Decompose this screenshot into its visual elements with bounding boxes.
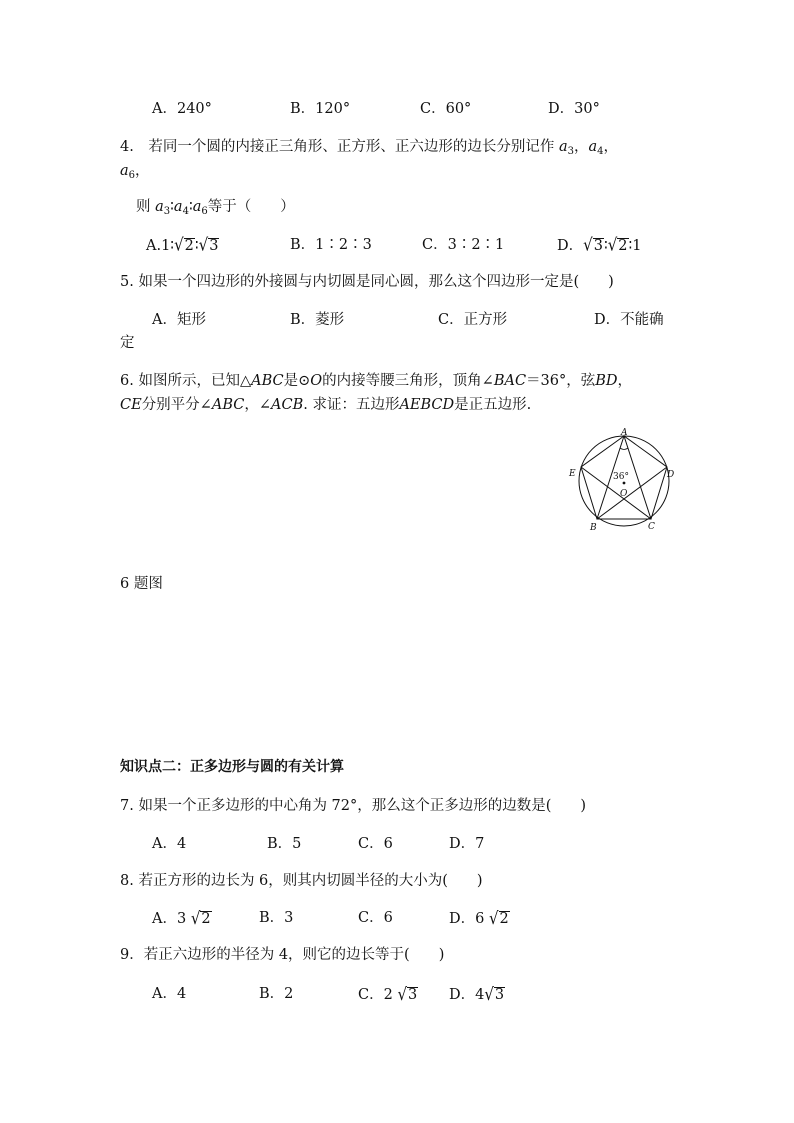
radical-sign: √ [198,234,209,256]
radical-sign: √ [607,234,618,256]
label-o: O [620,489,628,499]
sqrt-3 [397,985,418,1004]
radical-sign: √ [583,234,593,256]
ratio-colon: ∶ [628,238,633,254]
q6-figure [566,428,682,536]
comma: ， [603,139,619,155]
var-a: a [120,163,129,179]
q4-stem-line1 [120,138,618,156]
q6-figure-caption: 6 题图 [120,576,163,592]
q5-option-c: C．正方形 [438,312,508,328]
q8-option-d [449,909,510,928]
label-b: B [590,523,597,533]
var-a: a [192,199,202,215]
q6-text: 的内接等腰三角形，顶角∠ [322,373,494,389]
radical-sign: √ [174,234,184,256]
q3-option-b: B．120° [290,101,351,117]
ratio-colon: ∶ [188,199,193,215]
q3-option-d: D．30° [548,101,600,117]
circle-o: O [310,373,323,389]
q5-option-d-wrap: 定 [120,335,135,351]
radicand: 3 [408,987,418,1003]
q9-option-c [358,985,418,1004]
angle-abc: ABC [211,397,245,413]
ratio-one: 1 [632,238,642,254]
center-point [623,482,626,485]
chord-ce: CE [120,397,142,413]
q6-text: 分别平分∠ [141,397,212,413]
q7-option-b: B．5 [267,836,302,852]
radical-sign: √ [397,983,407,1005]
comma: ， [135,163,150,179]
sqrt-3 [583,236,604,255]
q3-option-a: A．240° [152,101,212,117]
chord-bd [597,467,667,519]
q5-option-b: B．菱形 [290,312,345,328]
pentagon-aebcd: AEBCD [399,397,455,413]
sqrt-3 [199,236,220,255]
comma: ， [573,139,589,155]
sub-4: 4 [597,146,604,157]
ratio-colon: ∶ [194,238,199,254]
q6-text: ＝36°，弦 [526,373,596,389]
q9-option-c-prefix: C．2 [358,987,393,1003]
var-a: a [173,199,183,215]
q9-option-b: B．2 [259,986,294,1002]
q8-option-a-prefix: A．3 [152,911,187,927]
angle-arc [620,448,628,450]
radicand: 2 [618,238,628,254]
q4-option-c: C．3∶2∶1 [422,237,505,253]
q8-stem: 8. 若正方形的边长为 6，则其内切圆半径的大小为( ) [120,873,483,889]
label-a: A [621,428,628,438]
q3-option-c: C．60° [420,101,472,117]
radicand: 2 [184,238,194,254]
sub-3: 3 [567,146,574,157]
q7-option-d: D．7 [449,836,485,852]
q5-option-a: A．矩形 [152,312,206,328]
q4-then: 则 [136,199,151,215]
sub-6: 6 [201,206,208,217]
sqrt-2 [191,909,212,928]
sqrt-2 [489,909,510,928]
sqrt-2 [608,236,629,255]
q4-option-d-prefix: D． [557,238,584,254]
q5-stem: 5. 如果一个四边形的外接圆与内切圆是同心圆，那么这个四边形一定是( ) [120,274,614,290]
radical-sign: √ [484,983,494,1005]
q9-stem: 9．若正六边形的半径为 4，则它的边长等于( ) [120,947,445,963]
section-title: 知识点二：正多边形与圆的有关计算 [120,759,344,775]
comma: ， [617,373,633,389]
angle-bac: BAC [493,373,527,389]
q4-stem-line2 [120,162,150,180]
q4-option-a [146,236,219,255]
sub-3: 3 [163,206,171,217]
sqrt-3 [484,985,505,1004]
var-a: a [588,139,598,155]
chord-bd: BD [595,373,618,389]
ratio-colon: ∶ [170,199,174,215]
q7-option-a: A．4 [152,836,187,852]
q6-text: 6. 如图所示，已知△ [120,373,252,389]
q4-stem-text: 4. 若同一个圆的内接正三角形、正方形、正六边形的边长分别记作 [120,139,555,155]
label-d: D [667,470,675,480]
angle-acb: ACB [271,397,304,413]
radical-sign: √ [488,907,499,929]
q4-stem-line3 [136,198,295,216]
var-a: a [155,199,164,215]
radicand: 3 [593,238,603,254]
ratio-colon: ∶ [603,238,608,254]
radicand: 2 [499,911,509,927]
q6-text: ，∠ [244,397,271,413]
label-c: C [648,522,655,532]
q7-option-c: C．6 [358,836,393,852]
q8-option-c: C．6 [358,910,393,926]
q6-text: 是正五边形. [454,397,532,413]
q8-option-a [152,909,212,928]
sub-6: 6 [128,170,136,181]
label-e: E [569,469,576,479]
q6-stem-line1 [120,372,632,390]
sqrt-2 [174,236,195,255]
q6-text: 是⊙ [283,373,311,389]
q6-stem-line2 [120,396,531,414]
angle-36: 36° [613,472,629,482]
q9-option-d-prefix: D．4 [449,987,485,1003]
var-a: a [558,139,568,155]
q9-option-d [449,985,505,1004]
q4-option-a-prefix: A.1∶ [146,238,175,254]
triangle-abc: ABC [251,373,284,389]
q7-stem: 7. 如果一个正多边形的中心角为 72°，那么这个正多边形的边数是( ) [120,798,587,814]
radicand: 3 [209,238,219,254]
radical-sign: √ [190,907,201,929]
q8-option-b: B．3 [259,910,294,926]
q4-option-d [557,236,642,255]
q5-option-d: D．不能确 [594,312,664,328]
q4-blank: 等于（ ） [207,199,295,215]
radicand: 2 [201,911,211,927]
radicand: 3 [494,987,505,1003]
q6-text: . 求证：五边形 [303,397,400,413]
q8-option-d-prefix: D．6 [449,911,485,927]
q9-option-a: A．4 [152,986,187,1002]
sub-4: 4 [182,206,189,217]
q4-option-b: B．1∶2∶3 [290,237,372,253]
